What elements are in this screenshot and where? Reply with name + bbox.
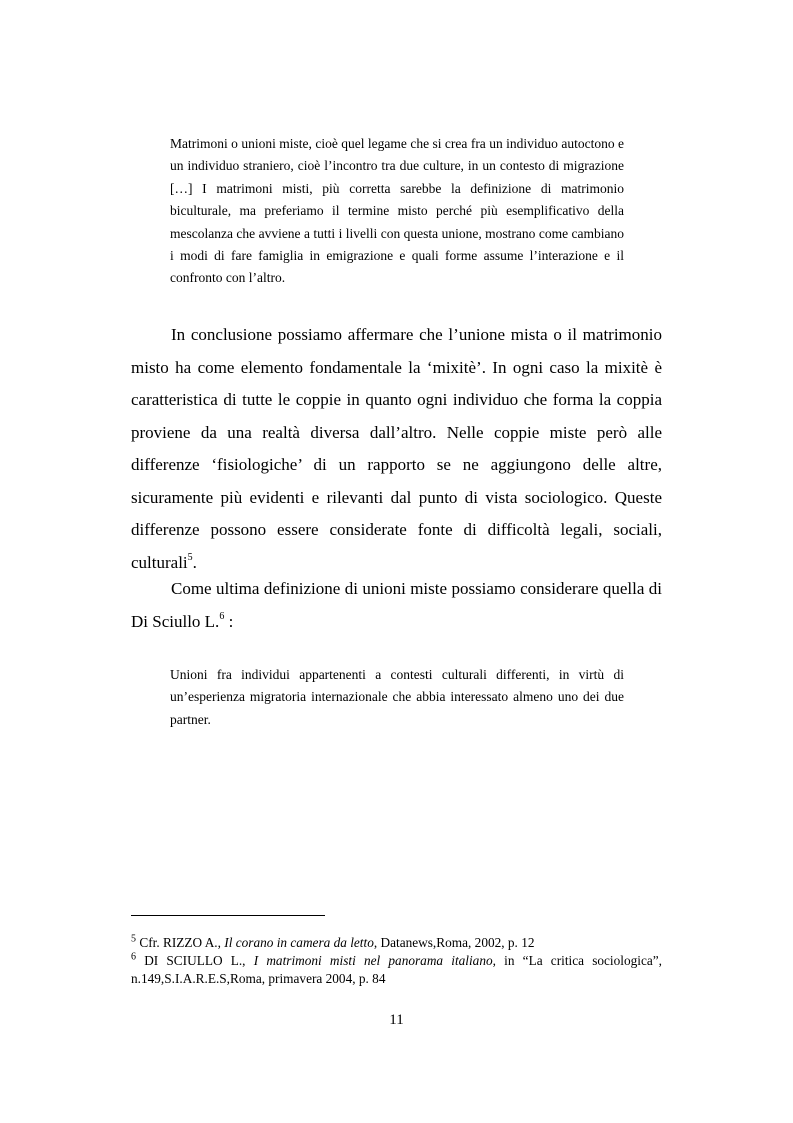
footnote-suffix: , in “La critica sociologica”, n.149,S.I.A.R.E.S,Roma, primavera 2004, p. 84 — [131, 953, 662, 986]
block-quote-2: Unioni fra individui appartenenti a contesti culturali differenti, in virtù di un’esperienza migratoria internazionale che abbia interessato almeno uno dei due partner. — [170, 667, 624, 727]
paragraph-1-text: In conclusione possiamo affermare che l’unione mista o il matrimonio misto ha come elemento fondamentale la ‘mixitè’. In ogni caso la mixitè è caratteristica di tutte le coppie in quanto ogni individuo che forma la coppia proviene da una realtà diversa dall’altro. Nelle coppie miste però alle differenze ‘fisiologiche’ di un rapporto se ne aggiungono delle altre, sicuramente più evidenti e rilevanti dal punto di vista sociologico. Queste differenze possono essere considerate fonte di difficoltà legali, sociali, culturali — [131, 325, 662, 572]
paragraph-1-end: . — [192, 552, 197, 572]
footnote-prefix: Cfr. RIZZO A., — [136, 935, 225, 950]
footnote-5 — [131, 934, 662, 952]
footnote-prefix: DI SCIULLO L., — [136, 953, 254, 968]
footnote-title: Il corano in camera da letto — [224, 935, 374, 950]
page-number: 11 — [389, 1012, 404, 1028]
paragraph-2-text: Come ultima definizione di unioni miste possiamo considerare quella di Di Sciullo L. — [131, 579, 662, 631]
footnote-divider — [131, 915, 325, 916]
footnote-number: 6 — [131, 951, 136, 963]
paragraph-2-end: : — [224, 611, 234, 631]
block-quote-1: Matrimoni o unioni miste, cioè quel legame che si crea fra un individuo autoctono e un individuo straniero, cioè l’incontro tra due culture, in un contesto di migrazione […] I matrimoni misti, più corretta sarebbe la definizione di matrimonio biculturale, ma preferiamo il termine misto perché più esemplificativo della mescolanza che avviene a tutti i livelli con questa unione, mostrano come cambiano i modi di fare famiglia in emigrazione e quali forme assume l’interazione e il confronto con l’altro. — [170, 136, 624, 286]
body-paragraph-2 — [131, 573, 662, 638]
footnote-ref-5[interactable]: 5 — [187, 551, 193, 563]
body-paragraph-1 — [131, 319, 662, 579]
footnote-6 — [131, 952, 662, 988]
footnotes — [131, 934, 662, 988]
footnote-title: I matrimoni misti nel panorama italiano — [253, 953, 493, 968]
footnote-ref-6[interactable]: 6 — [219, 610, 225, 622]
footnote-number: 5 — [131, 933, 136, 945]
footnote-suffix: , Datanews,Roma, 2002, p. 12 — [373, 935, 535, 950]
